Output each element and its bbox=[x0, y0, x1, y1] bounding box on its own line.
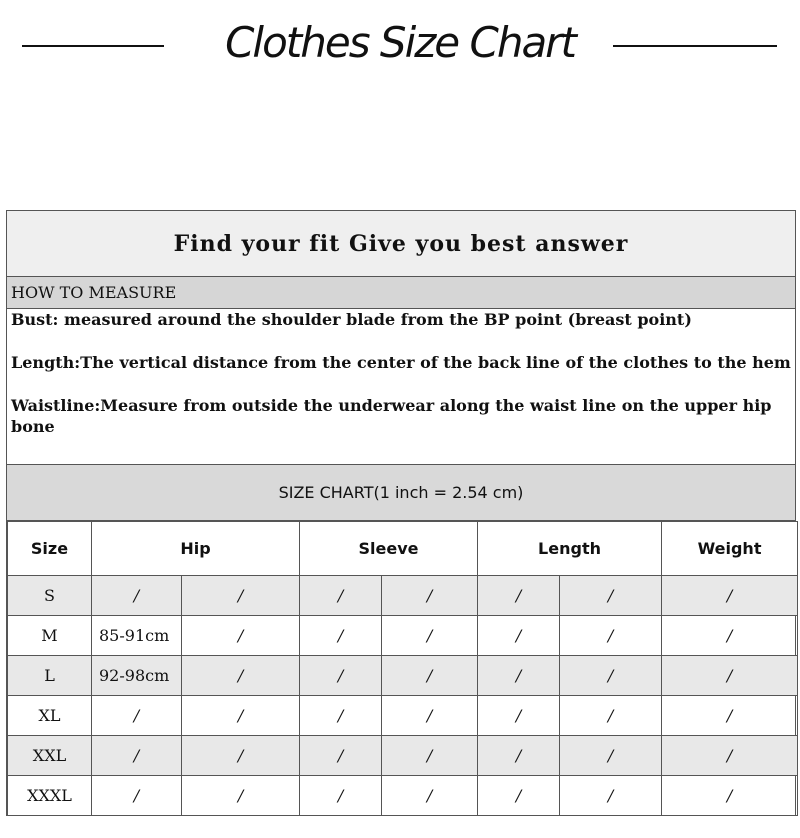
measurement-cell: / bbox=[182, 576, 300, 616]
measurement-cell: / bbox=[560, 576, 662, 616]
column-header-length: Length bbox=[478, 522, 662, 576]
size-label-cell: XXXL bbox=[8, 776, 92, 816]
page-title: Clothes Size Chart bbox=[225, 18, 575, 67]
measurement-cell: / bbox=[382, 696, 478, 736]
title-rule-left bbox=[22, 45, 164, 47]
measurement-cell: / bbox=[478, 776, 560, 816]
measurement-cell: / bbox=[560, 736, 662, 776]
measurement-cell: / bbox=[662, 656, 798, 696]
measurement-cell: / bbox=[560, 776, 662, 816]
size-sheet bbox=[6, 210, 796, 816]
size-chart-heading: SIZE CHART(1 inch = 2.54 cm) bbox=[7, 465, 795, 521]
measurement-cell: / bbox=[662, 616, 798, 656]
measurement-cell: / bbox=[182, 656, 300, 696]
measurement-cell: / bbox=[92, 696, 182, 736]
measurement-cell: / bbox=[92, 576, 182, 616]
measurement-cell: / bbox=[300, 656, 382, 696]
measurement-cell: / bbox=[662, 736, 798, 776]
table-header-row bbox=[8, 522, 798, 576]
size-label-cell: M bbox=[8, 616, 92, 656]
measurement-cell: / bbox=[182, 776, 300, 816]
size-label-cell: S bbox=[8, 576, 92, 616]
waist-instruction: Waistline:Measure from outside the underwear along the waist line on the upper hip bone bbox=[11, 396, 772, 436]
measurement-cell: / bbox=[560, 696, 662, 736]
column-header-weight: Weight bbox=[662, 522, 798, 576]
how-to-measure-heading: HOW TO MEASURE bbox=[7, 277, 795, 309]
measurement-cell: / bbox=[478, 616, 560, 656]
size-label-cell: XL bbox=[8, 696, 92, 736]
title-rule-right bbox=[613, 45, 777, 47]
measurement-cell: / bbox=[560, 616, 662, 656]
table-row bbox=[8, 736, 798, 776]
fit-banner: Find your fit Give you best answer bbox=[7, 211, 795, 277]
bust-instruction: Bust: measured around the shoulder blade from the BP point (breast point) bbox=[11, 310, 692, 329]
measurement-cell: / bbox=[182, 736, 300, 776]
measurement-cell: / bbox=[92, 736, 182, 776]
table-row bbox=[8, 776, 798, 816]
measurement-cell: / bbox=[478, 696, 560, 736]
measurement-cell: / bbox=[300, 576, 382, 616]
measurement-cell: / bbox=[300, 696, 382, 736]
spacer bbox=[11, 330, 791, 352]
measurement-cell: / bbox=[382, 576, 478, 616]
measurement-cell: / bbox=[382, 656, 478, 696]
size-label-cell: XXL bbox=[8, 736, 92, 776]
measurement-cell: / bbox=[560, 656, 662, 696]
measurement-cell: 92-98cm bbox=[92, 656, 182, 696]
measurement-cell: / bbox=[382, 776, 478, 816]
spacer bbox=[11, 373, 791, 395]
table-row bbox=[8, 576, 798, 616]
measurement-cell: / bbox=[182, 616, 300, 656]
measurement-cell: / bbox=[92, 776, 182, 816]
size-label-cell: L bbox=[8, 656, 92, 696]
measurement-cell: / bbox=[662, 576, 798, 616]
measurement-cell: / bbox=[478, 656, 560, 696]
table-row bbox=[8, 656, 798, 696]
measurement-cell: / bbox=[478, 576, 560, 616]
measurement-cell: / bbox=[300, 616, 382, 656]
measure-instructions bbox=[7, 309, 795, 465]
column-header-size: Size bbox=[8, 522, 92, 576]
table-row bbox=[8, 696, 798, 736]
measurement-cell: / bbox=[300, 776, 382, 816]
measurement-cell: / bbox=[182, 696, 300, 736]
size-table bbox=[7, 521, 798, 816]
table-row bbox=[8, 616, 798, 656]
title-row bbox=[0, 0, 800, 100]
column-header-hip: Hip bbox=[92, 522, 300, 576]
measurement-cell: / bbox=[300, 736, 382, 776]
measurement-cell: / bbox=[382, 736, 478, 776]
measurement-cell: / bbox=[478, 736, 560, 776]
length-instruction: Length:The vertical distance from the center of the back line of the clothes to the hem bbox=[11, 353, 791, 372]
measurement-cell: 85-91cm bbox=[92, 616, 182, 656]
measurement-cell: / bbox=[662, 696, 798, 736]
measurement-cell: / bbox=[382, 616, 478, 656]
measurement-cell: / bbox=[662, 776, 798, 816]
column-header-sleeve: Sleeve bbox=[300, 522, 478, 576]
